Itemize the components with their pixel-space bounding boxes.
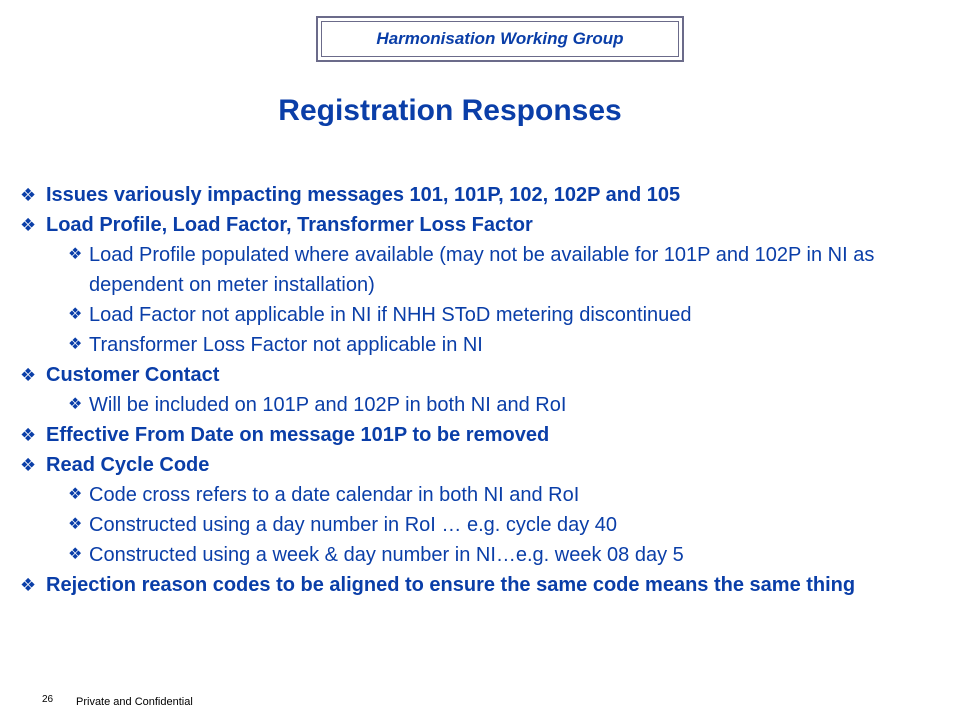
bullet-item xyxy=(18,210,948,240)
bullet-text: Customer Contact xyxy=(46,364,220,386)
diamond-bullet-icon: ❖ xyxy=(20,575,37,595)
diamond-bullet-icon: ❖ xyxy=(68,306,83,323)
bullet-text: Effective From Date on message 101P to be removed xyxy=(46,424,550,446)
bullet-text: Code cross refers to a date calendar in both NI and RoI xyxy=(89,484,580,506)
bullet-text: Load Profile populated where available (may not be available for 101P and 102P in NI as dependent on meter installation) xyxy=(89,244,875,296)
sub-bullet-item xyxy=(18,390,948,420)
sub-bullet-item xyxy=(18,540,948,570)
footer-label: Private and Confidential xyxy=(76,696,193,708)
bullet-text: Load Profile, Load Factor, Transformer Loss Factor xyxy=(46,214,533,236)
diamond-bullet-icon: ❖ xyxy=(20,455,37,475)
bullet-item xyxy=(18,420,948,450)
sub-bullet-item xyxy=(18,330,948,360)
sub-bullet-item xyxy=(18,300,948,330)
bullet-text: Rejection reason codes to be aligned to ensure the same code means the same thing xyxy=(46,574,856,596)
bullet-item xyxy=(18,180,948,210)
bullet-text: Read Cycle Code xyxy=(46,454,210,476)
page-number: 26 xyxy=(42,694,54,705)
diamond-bullet-icon: ❖ xyxy=(68,336,83,353)
diamond-bullet-icon: ❖ xyxy=(20,185,37,205)
slide-title: Registration Responses xyxy=(278,94,622,127)
bullet-text: Constructed using a week & day number in NI…e.g. week 08 day 5 xyxy=(89,544,684,566)
header-box xyxy=(316,16,684,62)
sub-bullet-item xyxy=(18,510,948,540)
bullet-item xyxy=(18,450,948,480)
sub-bullet-item xyxy=(18,480,948,510)
diamond-bullet-icon: ❖ xyxy=(68,516,83,533)
bullet-text: Load Factor not applicable in NI if NHH SToD metering discontinued xyxy=(89,304,692,326)
bullet-item xyxy=(18,360,948,390)
bullet-text: Issues variously impacting messages 101, 101P, 102, 102P and 105 xyxy=(46,184,681,206)
diamond-bullet-icon: ❖ xyxy=(20,365,37,385)
diamond-bullet-icon: ❖ xyxy=(68,546,83,563)
diamond-bullet-icon: ❖ xyxy=(68,486,83,503)
bullet-list xyxy=(18,180,948,600)
diamond-bullet-icon: ❖ xyxy=(20,425,37,445)
diamond-bullet-icon: ❖ xyxy=(68,246,83,263)
diamond-bullet-icon: ❖ xyxy=(20,215,37,235)
diamond-bullet-icon: ❖ xyxy=(68,396,83,413)
bullet-text: Will be included on 101P and 102P in both NI and RoI xyxy=(89,394,567,416)
sub-bullet-item xyxy=(18,240,948,300)
header-title: Harmonisation Working Group xyxy=(321,21,679,57)
bullet-item xyxy=(18,570,948,600)
bullet-text: Transformer Loss Factor not applicable in NI xyxy=(89,334,483,356)
bullet-text: Constructed using a day number in RoI … e.g. cycle day 40 xyxy=(89,514,618,536)
